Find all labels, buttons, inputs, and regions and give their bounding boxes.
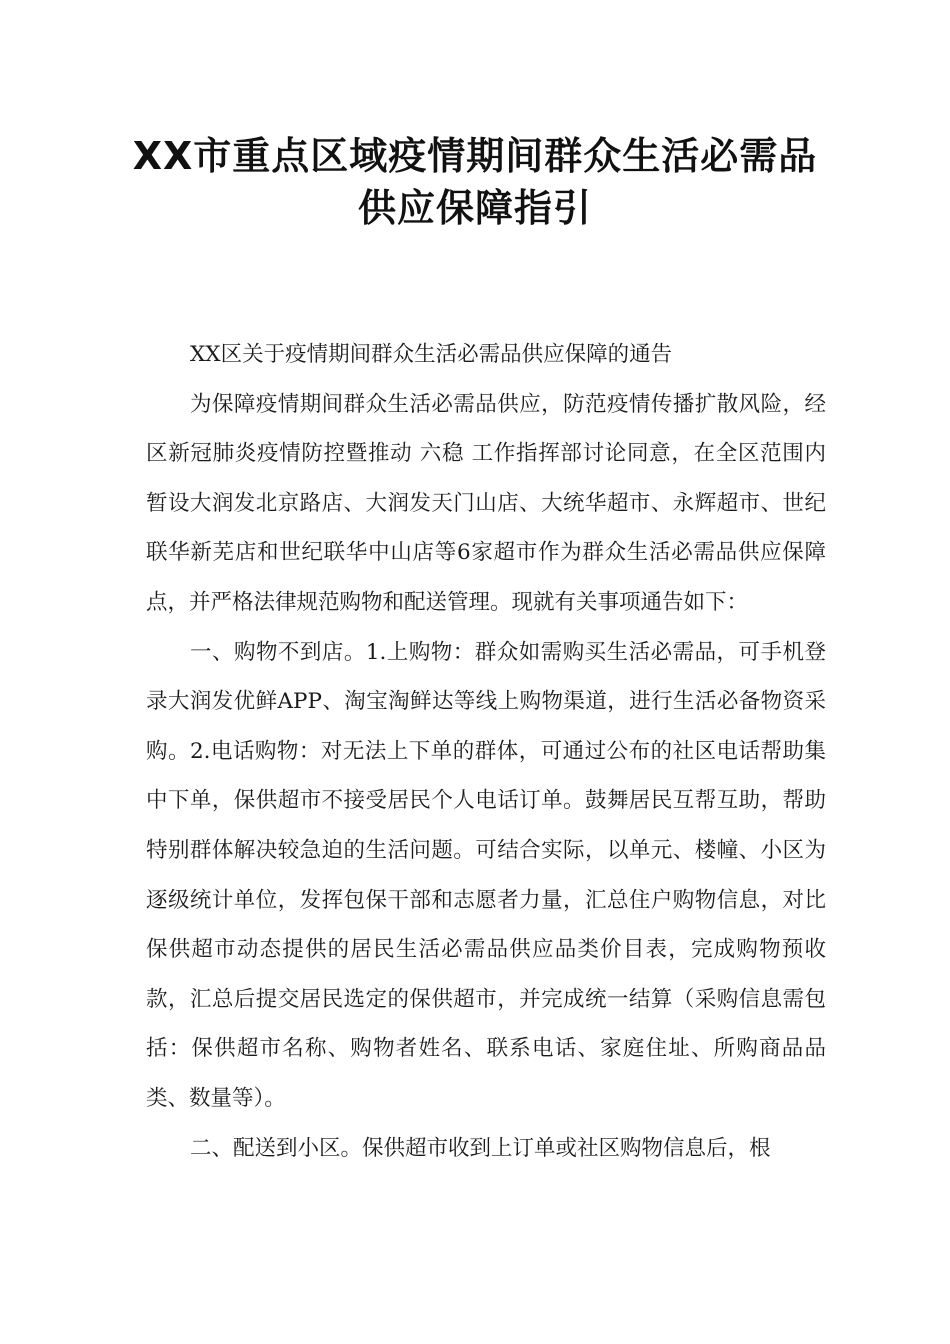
document-title-line-2: 供应保障指引 bbox=[357, 186, 592, 230]
notice-heading-paragraph: XX区关于疫情期间群众生活必需品供应保障的通告 bbox=[190, 342, 673, 367]
section-two-paragraph: 二、配送到小区。保供超市收到上订单或社区购物信息后，根 bbox=[190, 1135, 771, 1161]
intro-paragraph: 为保障疫情期间群众生活必需品供应，防范疫情传播扩散风险，经区新冠肺炎疫情防控暨推动 六稳 工作指挥部讨论同意，在全区范围内暂设大润发北京路店、大润发天门山店、大统华超市、永辉超市、世纪联华新芜店和世纪联华中山店等6家超市作为群众生活必需品供应保障点，并严格法律规范购物和配送管理。现就有关事项通告如下： bbox=[146, 391, 826, 615]
document-body bbox=[146, 330, 826, 1173]
document-title-line-1: XX市重点区域疫情期间群众生活必需品 bbox=[132, 134, 818, 178]
section-one-paragraph: 一、购物不到店。1.上购物：群众如需购买生活必需品，可手机登录大润发优鲜APP、淘宝淘鲜达等线上购物渠道，进行生活必备物资采购。2.电话购物：对无法上下单的群体，可通过公布的社区电话帮助集中下单，保供超市不接受居民个人电话订单。鼓舞居民互帮互助，帮助特别群体解决较急迫的生活问题。可结合实际，以单元、楼幢、小区为逐级统计单位，发挥包保干部和志愿者力量，汇总住户购物信息，对比保供超市动态提供的居民生活必需品供应品类价目表，完成购物预收款，汇总后提交居民选定的保供超市，并完成统一结算（采购信息需包括：保供超市名称、购物者姓名、联系电话、家庭住址、所购商品品类、数量等）。 bbox=[146, 639, 826, 1111]
